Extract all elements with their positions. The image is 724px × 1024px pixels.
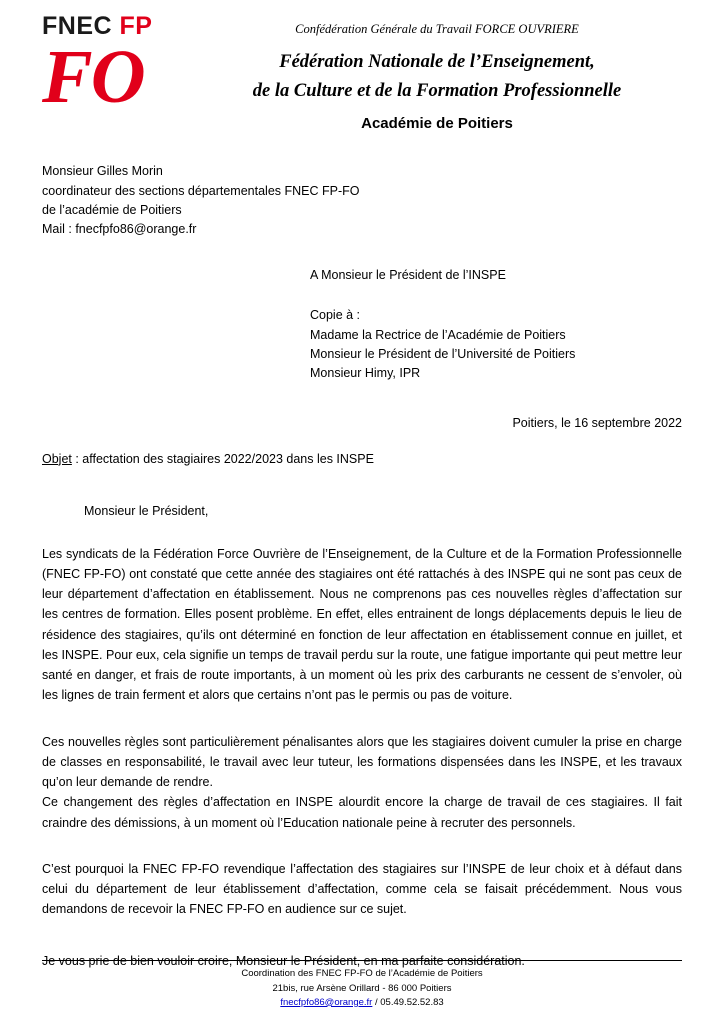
footer-contact-line	[0, 996, 724, 1010]
sender-academy: de l’académie de Poitiers	[42, 203, 182, 218]
logo-fp-text: FP	[119, 12, 153, 40]
copy-recipient-3: Monsieur Himy, IPR	[310, 366, 421, 381]
body-paragraph-3: Ce changement des règles d’affectation en INSPE alourdit encore la charge de travail de ces stagiaires. Il fait craindre des démissions, à un moment où l’Education nationale peine à recruter des personnels.	[42, 795, 682, 830]
fnec-fp-fo-logo	[42, 14, 192, 130]
sender-mail: Mail : fnecfpfo86@orange.fr	[42, 222, 197, 237]
subject-label: Objet	[42, 451, 72, 466]
copy-recipient-2: Monsieur le Président de l’Université de Poitiers	[310, 346, 576, 361]
copy-block	[310, 306, 682, 384]
footer	[0, 960, 724, 1010]
academy-line: Académie de Poitiers	[361, 115, 513, 133]
organisation-titles	[192, 14, 682, 132]
body-paragraph-2: Ces nouvelles règles sont particulièrement pénalisantes alors que les stagiaires doivent cumuler la prise en charge de classes en responsabilité, le travail avec leur tuteur, les formations dispensées dans les INSPE, et les travaux qu’on leur demande de rendre.	[42, 734, 682, 790]
letterhead	[42, 0, 682, 132]
confederation-line: Confédération Générale du Travail FORCE OUVRIERE	[295, 22, 579, 36]
closing-line: Je vous prie de bien vouloir croire, Monsieur le Président, en ma parfaite considération.	[42, 953, 525, 968]
footer-divider	[42, 960, 682, 961]
copy-recipient-1: Madame la Rectrice de l’Académie de Poitiers	[310, 327, 566, 342]
salutation: Monsieur le Président,	[84, 503, 209, 518]
federation-line-2: de la Culture et de la Formation Professionnelle	[252, 80, 622, 101]
body-paragraph-4: C’est pourquoi la FNEC FP-FO revendique l’affectation des stagiaires sur l’INSPE de leur choix et à défaut dans celui du département de leur établissement d’affectation, comme cela se faisait précédemment. Nous vous demandons de recevoir la FNEC FP-FO en audience sur ce sujet.	[42, 861, 682, 917]
logo-fnec-text: FNEC	[42, 12, 113, 40]
footer-email-link[interactable]: fnecfpfo86@orange.fr	[280, 996, 373, 1008]
footer-line-1: Coordination des FNEC FP-FO de l’Académie de Poitiers	[241, 968, 483, 980]
sender-role: coordinateur des sections départementales FNEC FP-FO	[42, 183, 360, 198]
recipient-block	[310, 266, 682, 384]
date-line: Poitiers, le 16 septembre 2022	[512, 415, 682, 430]
sender-name: Monsieur Gilles Morin	[42, 164, 163, 179]
footer-phone: / 05.49.52.52.83	[372, 996, 444, 1008]
subject-text: : affectation des stagiaires 2022/2023 dans les INSPE	[71, 451, 374, 466]
recipient-main: A Monsieur le Président de l’INSPE	[310, 267, 506, 282]
logo-fo-mark: FO	[42, 35, 144, 119]
federation-line-1: Fédération Nationale de l’Enseignement,	[279, 52, 595, 72]
footer-line-2: 21bis, rue Arsène Orillard - 86 000 Poitiers	[272, 982, 452, 994]
body-paragraph-1: Les syndicats de la Fédération Force Ouvrière de l’Enseignement, de la Culture et de la Formation Professionnelle (FNEC FP-FO) ont constaté que cette année des stagiaires ont été rattachés à des INSPE qui ne sont pas ceux de leur département d’affectation en établissement. Nous ne comprenons pas ces nouvelles règles d’affectation sur les centres de formation. Elles posent problème. En effet, elles entrainent de longs déplacements depuis le lieu de résidence des stagiaires, qu’ils ont déterminé en fonction de leur affectation en établissement connue en juillet, et les INSPE. Pour eux, cela signifie un temps de travail perdu sur la route, une fatigue importante qui peut mettre leur santé en danger, et frais de route importants, à un moment où les prix des carburants ne cessent de s’envoler, où les lignes de train ferment et alors que certains n’ont pas le permis ou pas de voiture.	[42, 546, 682, 703]
sender-block	[42, 162, 682, 240]
copy-label: Copie à :	[310, 308, 361, 323]
subject-line	[42, 452, 682, 466]
